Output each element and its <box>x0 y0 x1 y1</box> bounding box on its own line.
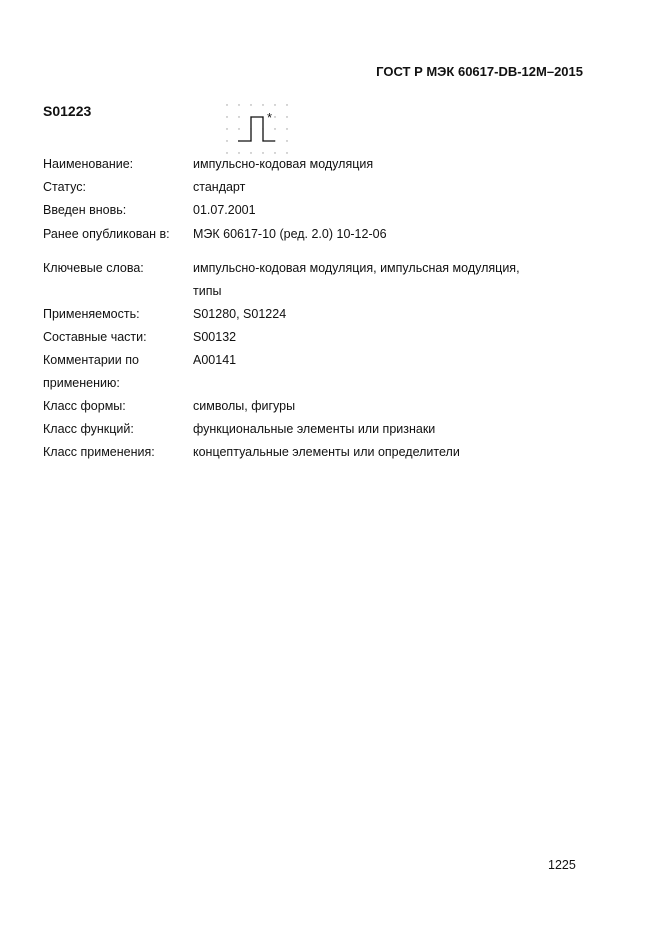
document-header: ГОСТ Р МЭК 60617-DB-12M–2015 <box>376 64 583 79</box>
symbol-code: S01223 <box>43 103 92 119</box>
page-number: 1225 <box>548 858 576 872</box>
svg-text:*: * <box>267 110 273 125</box>
pulse-code-modulation-symbol-icon <box>222 100 292 158</box>
